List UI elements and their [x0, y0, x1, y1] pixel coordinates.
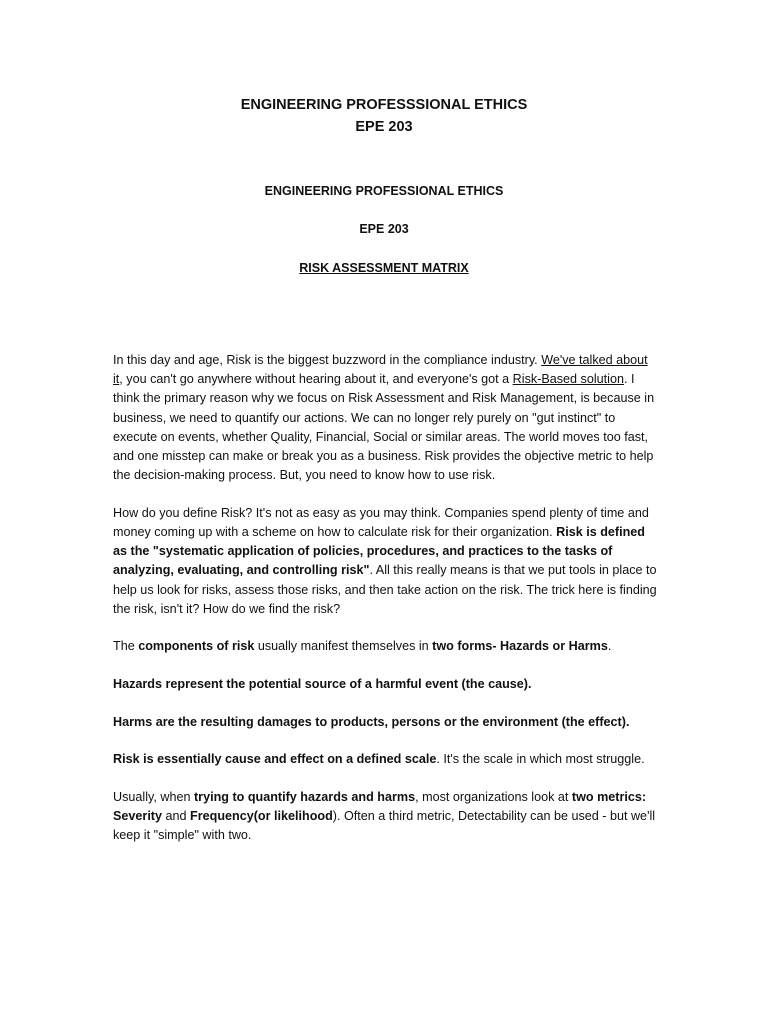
- bold-quantify: trying to quantify hazards and harms: [193, 789, 416, 804]
- text-span: usually manifest themselves in: [254, 639, 433, 654]
- text-span: In this day and age, Risk is the biggest buzzword in the compliance industry.: [113, 353, 542, 367]
- paragraph-intro: [113, 351, 658, 485]
- bold-frequency: Frequency(or likelihood: [190, 809, 333, 823]
- link-talked-about-it[interactable]: We've talked about it: [113, 353, 648, 387]
- title-line-course-code: EPE 203: [355, 119, 413, 135]
- bold-risk-definition: Risk is defined as the "systematic application of policies, procedures, and practices to the tasks of analyzing, evaluating, and controlling risk": [113, 525, 645, 578]
- bold-two-forms: two forms- Hazards or Harms: [432, 639, 608, 654]
- text-span: . All this really means is that we put tools in place to help us look for risks, assess those risks, and then take action on the risk. The trick here is finding the risk, isn't it? How do we find the risk?: [113, 563, 657, 616]
- text-span: How do you define Risk? It's not as easy as you may think. Companies spend plenty of time and money coming up with a scheme on how to calculate risk for their organization.: [113, 505, 649, 540]
- text-span: ). Often a third metric, Detectability can be used - but we'll keep it "simple" with two.: [113, 809, 656, 843]
- text-span: . I think the primary reason why we focus on Risk Assessment and Risk Management, is because in business, we need to quantify our actions. We can no longer rely purely on "gut instinct" to execute on events, whether Quality, Financial, Social or similar areas. The world moves too fast, and one misstep can make or break you as a business. Risk provides the objective metric to help the decision-making process. But, you need to know how to use risk.: [113, 372, 655, 483]
- bold-components-of-risk: components of risk: [138, 639, 255, 654]
- bold-harms-definition: Harms are the resulting damages to products, persons or the environment (the effect).: [113, 714, 630, 729]
- subheading-section-title: RISK ASSESSMENT MATRIX: [299, 261, 469, 275]
- text-span: The: [113, 639, 139, 654]
- paragraph-components: [113, 637, 658, 656]
- document-body: [113, 351, 658, 864]
- text-span: . It's the scale in which most struggle.: [436, 752, 645, 767]
- paragraph-harms: [113, 713, 658, 732]
- subheading-course-name: ENGINEERING PROFESSIONAL ETHICS: [264, 184, 504, 198]
- text-span: , you can't go anywhere without hearing about it, and everyone's got a: [119, 372, 513, 387]
- paragraph-cause-effect: [113, 750, 658, 769]
- title-line-course-name: ENGINEERING PROFESSSIONAL ETHICS: [240, 97, 528, 113]
- bold-severity: two metrics: Severity: [113, 789, 647, 823]
- text-span: , most organizations look at: [415, 789, 572, 804]
- document-title: [0, 94, 768, 138]
- text-span: and: [162, 809, 191, 823]
- paragraph-define-risk: [113, 504, 658, 619]
- bold-hazards-definition: Hazards represent the potential source of a harmful event (the cause).: [113, 677, 532, 692]
- bold-cause-effect: Risk is essentially cause and effect on a defined scale: [113, 752, 437, 767]
- link-risk-based-solution[interactable]: Risk-Based solution: [512, 372, 624, 387]
- text-span: Usually, when: [113, 789, 194, 804]
- text-span: .: [607, 639, 612, 654]
- subheading-course-code: EPE 203: [359, 222, 409, 236]
- paragraph-metrics: [113, 788, 658, 846]
- paragraph-hazards: [113, 675, 658, 694]
